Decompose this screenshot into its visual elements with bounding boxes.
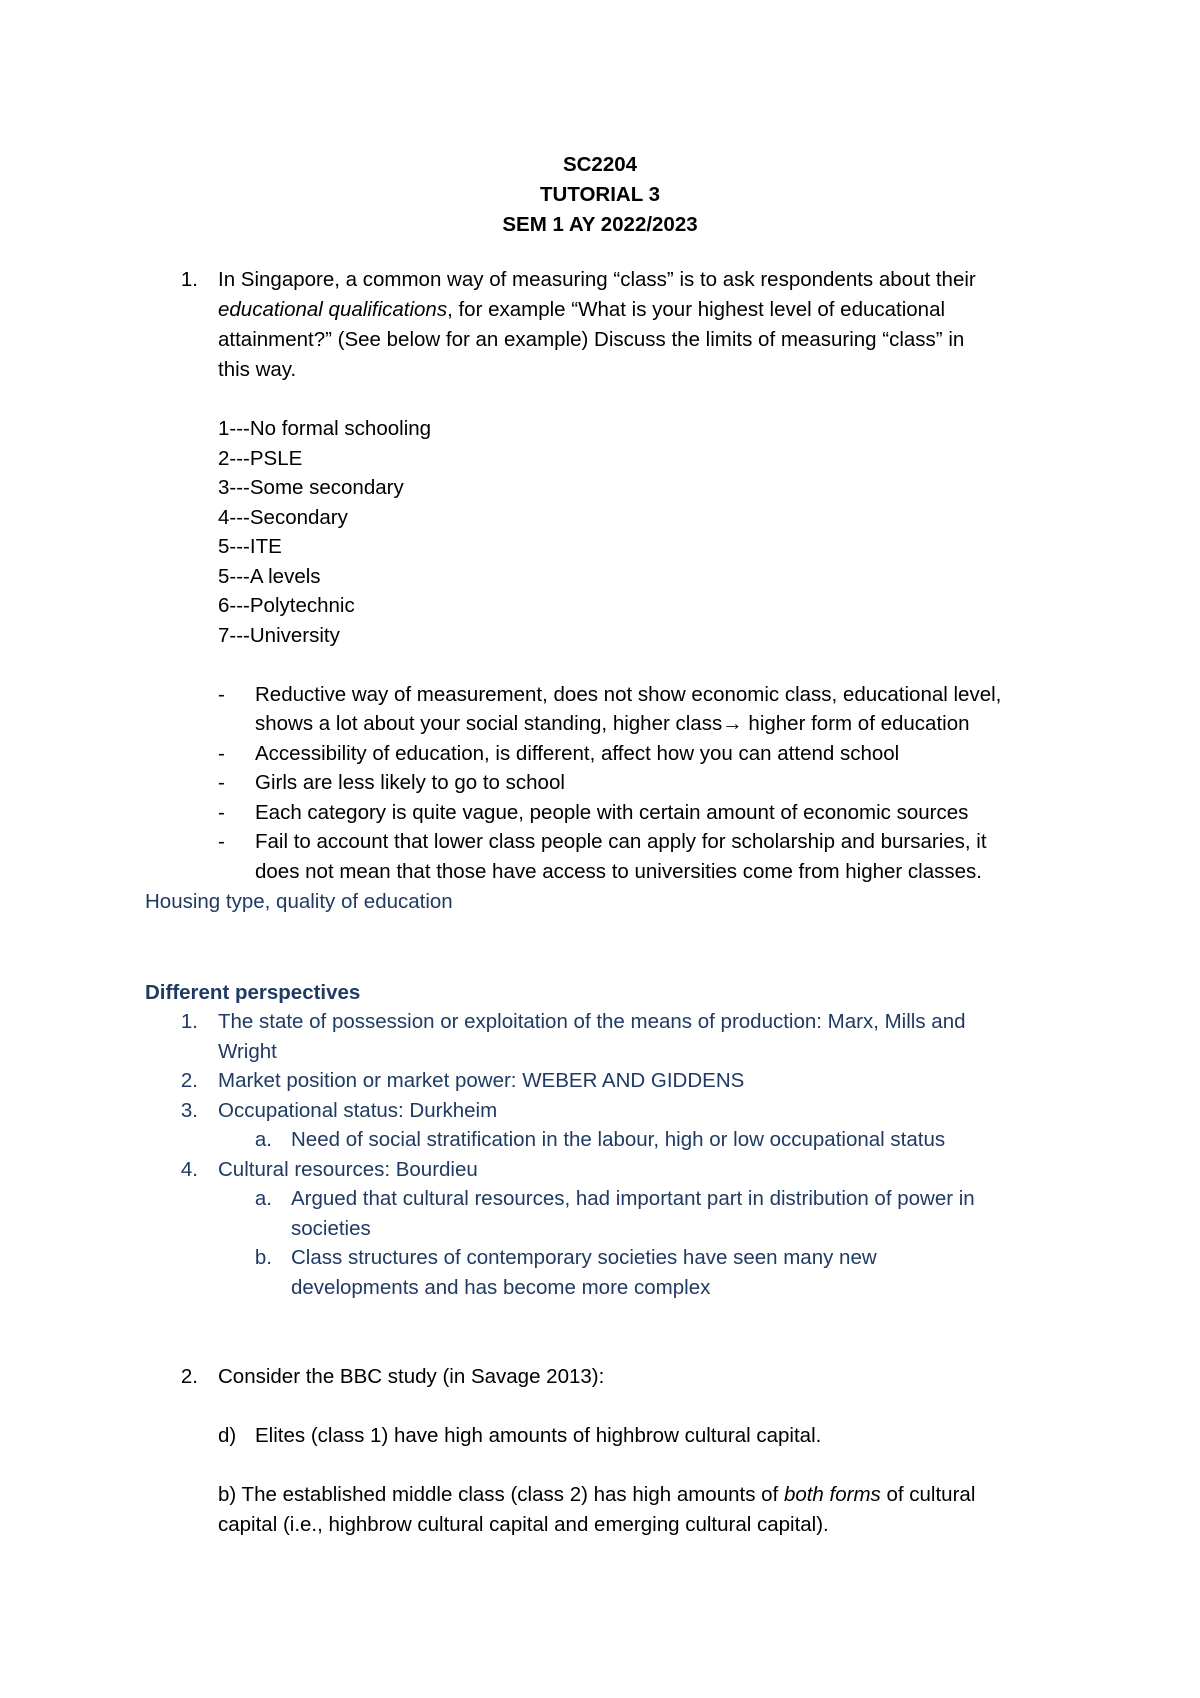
bullet-text: Girls are less likely to go to school	[255, 771, 565, 794]
list-item-text: Market position or market power: WEBER AND GIDDENS	[218, 1069, 745, 1092]
course-code: SC2204	[562, 153, 638, 176]
emphasis-text: both forms	[783, 1483, 881, 1506]
list-number: 2.	[180, 1069, 198, 1092]
question-text-line: attainment?” (See below for an example) Discuss the limits of measuring “class” in	[218, 328, 965, 351]
list-item-text: The state of possession or exploitation of the means of production: Marx, Mills and	[218, 1010, 966, 1033]
emphasis-text: educational qualifications	[218, 298, 448, 321]
scale-item: 6---Polytechnic	[218, 594, 355, 617]
arrow-right-icon: →	[722, 712, 743, 735]
sub-list-text: developments and has become more complex	[291, 1276, 711, 1299]
question-text-span: , for example “What is your highest level of educational	[447, 298, 946, 321]
scale-item: 4---Secondary	[218, 506, 348, 529]
question-number: 1.	[180, 268, 198, 291]
bullet-text-span: shows a lot about your social standing, higher class	[255, 712, 723, 735]
scale-item: 2---PSLE	[218, 447, 303, 470]
list-number: 1.	[180, 1010, 198, 1033]
statement-span: of cultural	[880, 1483, 976, 1506]
question-text-line: this way.	[218, 358, 297, 381]
bullet-text: Each category is quite vague, people with certain amount of economic sources	[255, 801, 969, 824]
list-number: 3.	[180, 1099, 198, 1122]
statement-label: d)	[218, 1424, 237, 1447]
bullet-dash: -	[218, 683, 225, 706]
sub-list-text: Class structures of contemporary societies have seen many new	[291, 1246, 877, 1269]
bullet-dash: -	[218, 801, 225, 824]
list-number: 4.	[180, 1158, 198, 1181]
bullet-text: Reductive way of measurement, does not show economic class, educational level,	[255, 683, 1002, 706]
question-text-line	[218, 295, 945, 325]
statement-text: Elites (class 1) have high amounts of highbrow cultural capital.	[255, 1424, 822, 1447]
bullet-text: does not mean that those have access to universities come from higher classes.	[255, 860, 982, 883]
statement-span: b) The established middle class (class 2) has high amounts of	[218, 1483, 784, 1506]
list-item-text: Cultural resources: Bourdieu	[218, 1158, 478, 1181]
sub-list-letter: a.	[254, 1187, 272, 1210]
bullet-dash: -	[218, 742, 225, 765]
statement-text	[218, 1480, 975, 1510]
bullet-dash: -	[218, 771, 225, 794]
list-item-text: Occupational status: Durkheim	[218, 1099, 498, 1122]
scale-item: 7---University	[218, 624, 340, 647]
sub-list-text: Argued that cultural resources, had important part in distribution of power in	[291, 1187, 975, 1210]
bullet-text: Accessibility of education, is different, affect how you can attend school	[255, 742, 900, 765]
sub-list-text: societies	[291, 1217, 371, 1240]
housing-note: Housing type, quality of education	[145, 890, 453, 913]
section-heading: Different perspectives	[145, 981, 361, 1004]
statement-text: capital (i.e., highbrow cultural capital and emerging cultural capital).	[218, 1513, 829, 1536]
bullet-text	[255, 709, 970, 739]
scale-item: 5---ITE	[218, 535, 282, 558]
sub-list-letter: b.	[254, 1246, 272, 1269]
bullet-text: Fail to account that lower class people can apply for scholarship and bursaries, it	[255, 830, 987, 853]
scale-item: 1---No formal schooling	[218, 417, 432, 440]
list-item-text: Wright	[218, 1040, 277, 1063]
tutorial-title: TUTORIAL 3	[540, 183, 660, 206]
bullet-dash: -	[218, 830, 225, 853]
scale-item: 3---Some secondary	[218, 476, 404, 499]
scale-item: 5---A levels	[218, 565, 321, 588]
sub-list-letter: a.	[254, 1128, 272, 1151]
sub-list-text: Need of social stratification in the labour, high or low occupational status	[291, 1128, 946, 1151]
question-text-line: Consider the BBC study (in Savage 2013):	[218, 1365, 605, 1388]
question-text-line: In Singapore, a common way of measuring “class” is to ask respondents about their	[218, 268, 976, 291]
bullet-text-span: higher form of education	[742, 712, 970, 735]
semester-label: SEM 1 AY 2022/2023	[502, 213, 698, 236]
question-number: 2.	[180, 1365, 198, 1388]
